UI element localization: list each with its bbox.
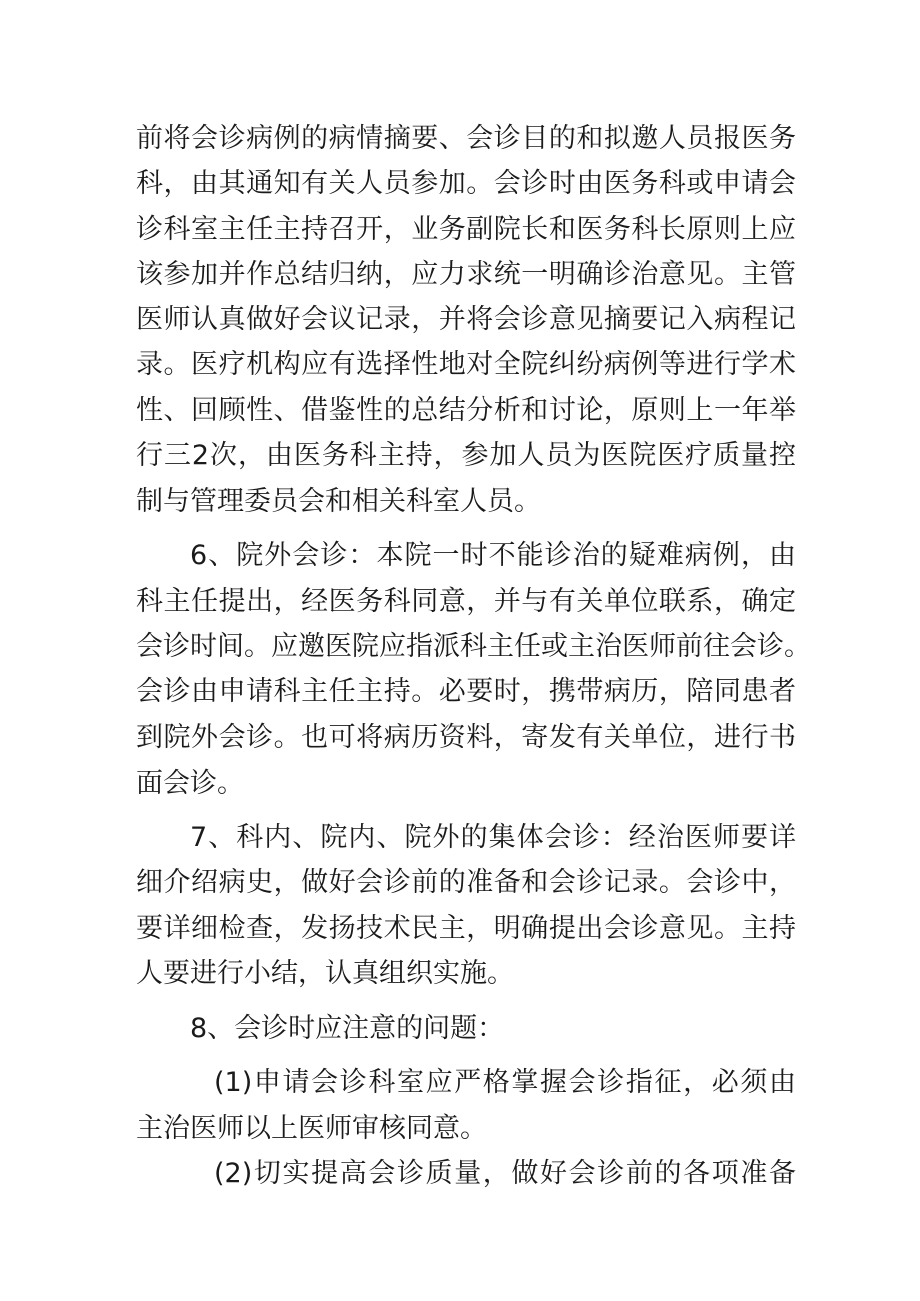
text-line: 行三2次，由医务科主持，参加人员为医院医疗质量控 [136, 440, 796, 471]
text-line: 要详细检查，发扬技术民主，明确提出会诊意见。主持 [136, 913, 796, 944]
text-line: 该参加并作总结归纳，应力求统一明确诊治意见。主管 [136, 259, 796, 290]
text-line: 会诊时间。应邀医院应指派科主任或主治医师前往会诊。 [136, 631, 811, 662]
paragraph-7-first-line: 7、科内、院内、院外的集体会诊：经治医师要详 [190, 822, 796, 853]
text-line: 人要进行小结，认真组织实施。 [136, 958, 514, 989]
text-line: 医师认真做好会议记录，并将会诊意见摘要记入病程记 [136, 304, 796, 335]
paragraph-8-heading: 8、会诊时应注意的问题： [190, 1013, 505, 1044]
text-line: 录。医疗机构应有选择性地对全院纠纷病例等进行学术 [136, 349, 796, 380]
text-line: 科主任提出，经医务科同意，并与有关单位联系，确定 [136, 586, 796, 617]
text-line: 前将会诊病例的病情摘要、会诊目的和拟邀人员报医务 [136, 123, 796, 154]
item-2-first-line: (2)切实提高会诊质量，做好会诊前的各项准备 [214, 1158, 796, 1189]
text-line: 细介绍病史，做好会诊前的准备和会诊记录。会诊中， [136, 867, 796, 898]
text-line: 诊科室主任主持召开，业务副院长和医务科长原则上应 [136, 214, 796, 245]
text-line: 到院外会诊。也可将病历资料，寄发有关单位，进行书 [136, 722, 796, 753]
text-line: 性、回顾性、借鉴性的总结分析和讨论，原则上一年举 [136, 395, 796, 426]
text-line: 制与管理委员会和相关科室人员。 [136, 486, 541, 517]
text-line: 科，由其通知有关人员参加。会诊时由医务科或申请会 [136, 168, 796, 199]
text-line: 面会诊。 [136, 768, 244, 799]
text-line: 主治医师以上医师审核同意。 [136, 1113, 487, 1144]
paragraph-6-first-line: 6、院外会诊：本院一时不能诊治的疑难病例，由 [190, 540, 796, 571]
item-1-first-line: (1)申请会诊科室应严格掌握会诊指征，必须由 [214, 1067, 796, 1098]
text-line: 会诊由申请科主任主持。必要时，携带病历，陪同患者 [136, 676, 796, 707]
